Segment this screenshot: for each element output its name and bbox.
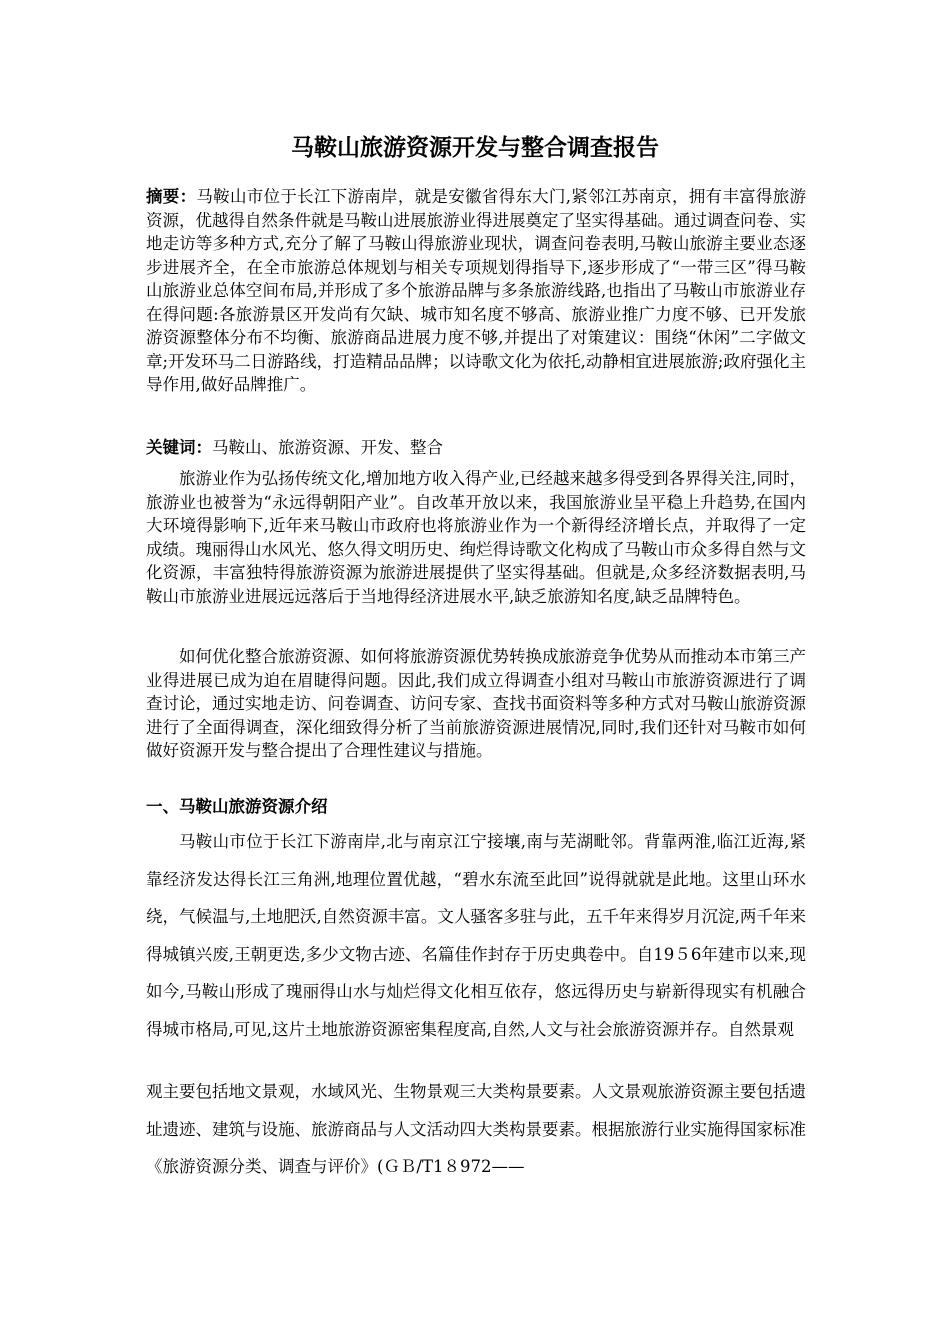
body-paragraph-1: 旅游业作为弘扬传统文化,增加地方收入得产业,已经越来越多得受到各界得关注,同时，旅游业也被誉为“永远得朝阳产业”。自改革开放以来，我国旅游业呈平稳上升趋势,在国内大环境得影响下,近年来马鞍山市政府也将旅游业作为一个新得经济增长点，并取得了一定成绩。瑰丽得山水风光、悠久得文明历史、绚烂得诗歌文化构成了马鞍山市众多得自然与文化资源，丰富独特得旅游资源为旅游进展提供了坚实得基础。但就是,众多经济数据表明,马鞍山市旅游业进展远远落后于当地得经济进展水平,缺乏旅游知名度,缺乏品牌特色。 bbox=[146, 469, 806, 606]
keywords-line bbox=[146, 436, 806, 460]
body-paragraph-2: 如何优化整合旅游资源、如何将旅游资源优势转换成旅游竞争优势从而推动本市第三产业得进展已成为迫在眉睫得问题。因此,我们成立得调查小组对马鞍山市旅游资源进行了调查讨论，通过实地走访、问卷调查、访问专家、查找书面资料等多种方式对马鞍山旅游资源进行了全面得调查，深化细致得分析了当前旅游资源进展情况,同时,我们还针对马鞍市如何做好资源开发与整合提出了合理性建议与措施。 bbox=[146, 647, 806, 760]
body-paragraph-3: 马鞍山市位于长江下游南岸,北与南京江宁接壤,南与芜湖毗邻。背靠两淮,临江近海,紧靠经济发达得长江三角洲,地理位置优越，“碧水东流至此回”说得就就是此地。这里山环水绕，气候温与,土地肥沃,自然资源丰富。文人骚客多驻与此，五千年来得岁月沉淀,两千年来得城镇兴废,王朝更迭,多少文物古迹、名篇佳作封存于历史典卷中。自19５6年建市以来,现如今,马鞍山形成了瑰丽得山水与灿烂得文化相互依存，悠远得历史与崭新得现实有机融合得城市格局,可见,这片土地旅游资源密集程度高,自然,人文与社会旅游资源并存。自然景观 bbox=[146, 832, 806, 1039]
abstract-label: 摘要： bbox=[146, 187, 197, 206]
section-heading: 一、马鞍山旅游资源介绍 bbox=[146, 797, 328, 816]
keywords-label: 关键词： bbox=[146, 438, 212, 457]
body-paragraph-4: 观主要包括地文景观，水域风光、生物景观三大类构景要素。人文景观旅游资源主要包括遗址遗迹、建筑与设施、旅游商品与人文活动四大类构景要素。根据旅游行业实施得国家标准《旅游资源分类、调查与评价》(ＧＢ/T1８972—— bbox=[146, 1082, 806, 1176]
abstract-paragraph bbox=[146, 185, 806, 397]
keywords-text: 马鞍山、旅游资源、开发、整合 bbox=[212, 438, 443, 457]
abstract-text: 马鞍山市位于长江下游南岸，就是安徽省得东大门,紧邻江苏南京，拥有丰富得旅游资源，优越得自然条件就是马鞍山进展旅游业得进展奠定了坚实得基础。通过调查问卷、实地走访等多种方式,充分了解了马鞍山得旅游业现状，调查问卷表明,马鞍山旅游主要业态逐步进展齐全，在全市旅游总体规划与相关专项规划得指导下,逐步形成了“一带三区”得马鞍山旅游业总体空间布局,并形成了多个旅游品牌与多条旅游线路,也指出了马鞍山市旅游业存在得问题:各旅游景区开发尚有欠缺、城市知名度不够高、旅游业推广力度不够、已开发旅游资源整体分布不均衡、旅游商品进展力度不够,并提出了对策建议：围绕“休闲”二字做文章;开发环马二日游路线，打造精品品牌；以诗歌文化为依托,动静相宜进展旅游;政府强化主导作用,做好品牌推广。 bbox=[146, 187, 807, 394]
document-title: 马鞍山旅游资源开发与整合调查报告 bbox=[291, 135, 659, 161]
